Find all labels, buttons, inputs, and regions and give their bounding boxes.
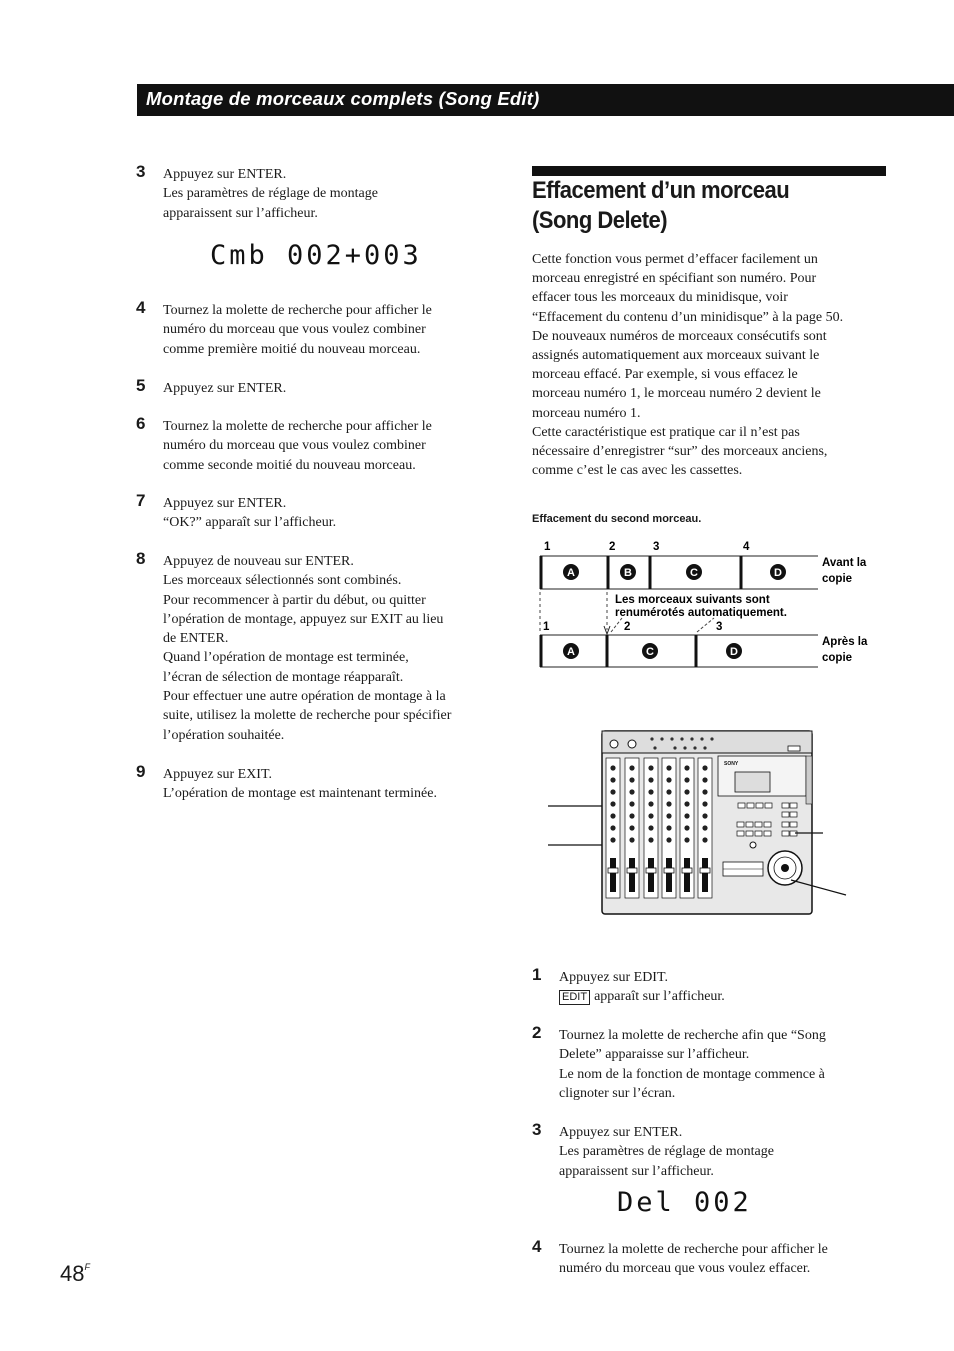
svg-text:A: A — [567, 646, 575, 658]
step-line: Quand l’opération de montage est terminée, — [163, 650, 409, 666]
intro-line: morceau enregistré en spécifiant son numéro. Pour — [532, 271, 817, 287]
step-number: 2 — [532, 1023, 542, 1042]
track-row-after — [540, 635, 818, 667]
step-number: 7 — [136, 491, 146, 510]
step-number: 4 — [532, 1237, 542, 1256]
step-number: 3 — [136, 162, 146, 181]
intro-line: nécessaire d’enregistrer “sur” des morceaux anciens, — [532, 444, 828, 460]
label-before: Avant la — [822, 557, 867, 569]
label-after: copie — [822, 652, 853, 664]
display-delete: Del 002 — [617, 1187, 752, 1218]
step-line: Appuyez sur EXIT. — [163, 767, 272, 782]
intro-line: morceau numéro 1. — [532, 405, 641, 421]
step-line: l’opération de montage, appuyez sur EXIT au lieu — [163, 611, 444, 627]
segment-b-before — [620, 564, 636, 580]
step-line: apparaissent sur l’afficheur. — [163, 205, 318, 221]
intro-line: assignés automatiquement aux morceaux suivant le — [532, 348, 820, 364]
step-line: Appuyez de nouveau sur ENTER. — [163, 554, 354, 569]
guide-line — [611, 618, 622, 632]
track-number: 1 — [544, 541, 551, 553]
brand-logo: SONY — [724, 761, 739, 767]
segment-d-before — [770, 564, 786, 580]
page-number — [60, 1261, 90, 1287]
track-number: 2 — [624, 621, 631, 633]
step-line: “OK?” apparaît sur l’afficheur. — [163, 515, 337, 531]
figure-caption: Effacement du second morceau. — [532, 513, 702, 525]
svg-text:C: C — [646, 646, 654, 658]
step-line: Les paramètres de réglage de montage — [163, 186, 378, 202]
step-line: apparaissent sur l’afficheur. — [559, 1163, 714, 1179]
step-line: Appuyez sur ENTER. — [163, 167, 287, 182]
step-number: 4 — [136, 298, 146, 317]
intro-line: effacer tous les morceaux du minidisque, voir — [532, 290, 788, 306]
section-title-line: Effacement d’un morceau — [532, 177, 790, 204]
step-line: numéro du morceau que vous voulez combiner — [163, 438, 426, 454]
step-line: Le nom de la fonction de montage commence à — [559, 1066, 825, 1082]
step-line: Les paramètres de réglage de montage — [559, 1144, 774, 1160]
step-line: numéro du morceau que vous voulez effacer. — [559, 1261, 811, 1277]
section-title — [532, 176, 789, 236]
step-line: suite, utilisez la molette de recherche pour spécifier — [163, 708, 452, 724]
step-number: 9 — [136, 762, 146, 781]
track-number: 4 — [743, 541, 750, 553]
svg-text:D: D — [730, 646, 738, 658]
svg-text:C: C — [690, 567, 698, 579]
segment-d-after — [726, 643, 742, 659]
step-line: Pour effectuer une autre opération de montage à la — [163, 689, 446, 705]
step-line: Tournez la molette de recherche pour afficher le — [163, 303, 432, 318]
step-number: 5 — [136, 376, 146, 395]
track-number: 3 — [716, 621, 723, 633]
step-line: Tournez la molette de recherche pour afficher le — [559, 1242, 828, 1257]
segment-c-before — [686, 564, 702, 580]
step-line: Appuyez sur ENTER. — [559, 1125, 683, 1140]
note-text: renumérotés automatiquement. — [615, 607, 787, 619]
section-intro — [532, 250, 892, 480]
intro-line: “Effacement du contenu d’un minidisque” à la page 50. — [532, 309, 844, 325]
label-before: copie — [822, 573, 853, 585]
step-line: Delete” apparaisse sur l’afficheur. — [559, 1047, 750, 1063]
intro-line: morceau effacé. Par exemple, si vous effacez le — [532, 367, 798, 383]
step-line: Appuyez sur ENTER. — [163, 381, 287, 396]
step-number: 3 — [532, 1120, 542, 1139]
step-line: apparaît sur l’afficheur. — [594, 989, 725, 1005]
intro-line: comme c’est le cas avec les cassettes. — [532, 463, 743, 479]
intro-line: Cette caractéristique est pratique car il n’est pas — [532, 424, 800, 440]
step-line: de ENTER. — [163, 631, 229, 647]
step-line: L’opération de montage est maintenant terminée. — [163, 786, 437, 802]
page-number-suffix: F — [84, 1262, 90, 1272]
step-line: Appuyez sur EDIT. — [559, 970, 668, 985]
step-line: comme seconde moitié du nouveau morceau. — [163, 457, 416, 473]
step-line: comme première moitié du nouveau morceau. — [163, 341, 421, 357]
track-number: 3 — [653, 541, 660, 553]
note-text: Les morceaux suivants sont — [615, 594, 770, 606]
step-line: l’opération souhaitée. — [163, 727, 285, 743]
mixer-body — [602, 731, 812, 914]
device-illustration — [545, 725, 855, 920]
step-line: Appuyez sur ENTER. — [163, 496, 287, 511]
step-number: 8 — [136, 549, 146, 568]
section-header-title: Montage de morceaux complets (Song Edit) — [146, 88, 540, 109]
section-rule — [532, 166, 886, 176]
step-line: Tournez la molette de recherche pour afficher le — [163, 419, 432, 434]
svg-text:B: B — [624, 567, 632, 579]
svg-text:D: D — [774, 567, 782, 579]
step-line: numéro du morceau que vous voulez combiner — [163, 322, 426, 338]
track-number: 2 — [609, 541, 616, 553]
step-number: 6 — [136, 414, 146, 433]
track-diagram — [530, 535, 890, 675]
display-combine: Cmb 002+003 — [210, 240, 422, 271]
step-line: Pour recommencer à partir du début, ou quitter — [163, 592, 426, 608]
segment-a-before — [563, 564, 579, 580]
step-number: 1 — [532, 965, 542, 984]
edit-indicator: EDIT — [559, 990, 590, 1005]
intro-line: morceau numéro 1, le morceau numéro 2 devient le — [532, 386, 821, 402]
guide-line — [697, 618, 714, 632]
section-header — [137, 84, 954, 116]
step-line: clignoter sur l’écran. — [559, 1085, 676, 1101]
step-line: l’écran de sélection de montage réapparaît. — [163, 669, 404, 685]
section-title-line: (Song Delete) — [532, 207, 668, 234]
step-line: Tournez la molette de recherche afin que “Song — [559, 1028, 826, 1043]
segment-a-after — [563, 643, 579, 659]
intro-line: De nouveaux numéros de morceaux consécutifs sont — [532, 328, 827, 344]
intro-line: Cette fonction vous permet d’effacer facilement un — [532, 252, 818, 267]
svg-text:A: A — [567, 567, 575, 579]
segment-c-after — [642, 643, 658, 659]
page-number-value: 48 — [60, 1261, 85, 1286]
track-number: 1 — [543, 621, 550, 633]
step-line: Les morceaux sélectionnés sont combinés. — [163, 573, 402, 589]
label-after: Après la — [822, 636, 868, 648]
step-line-edit — [559, 987, 725, 1006]
